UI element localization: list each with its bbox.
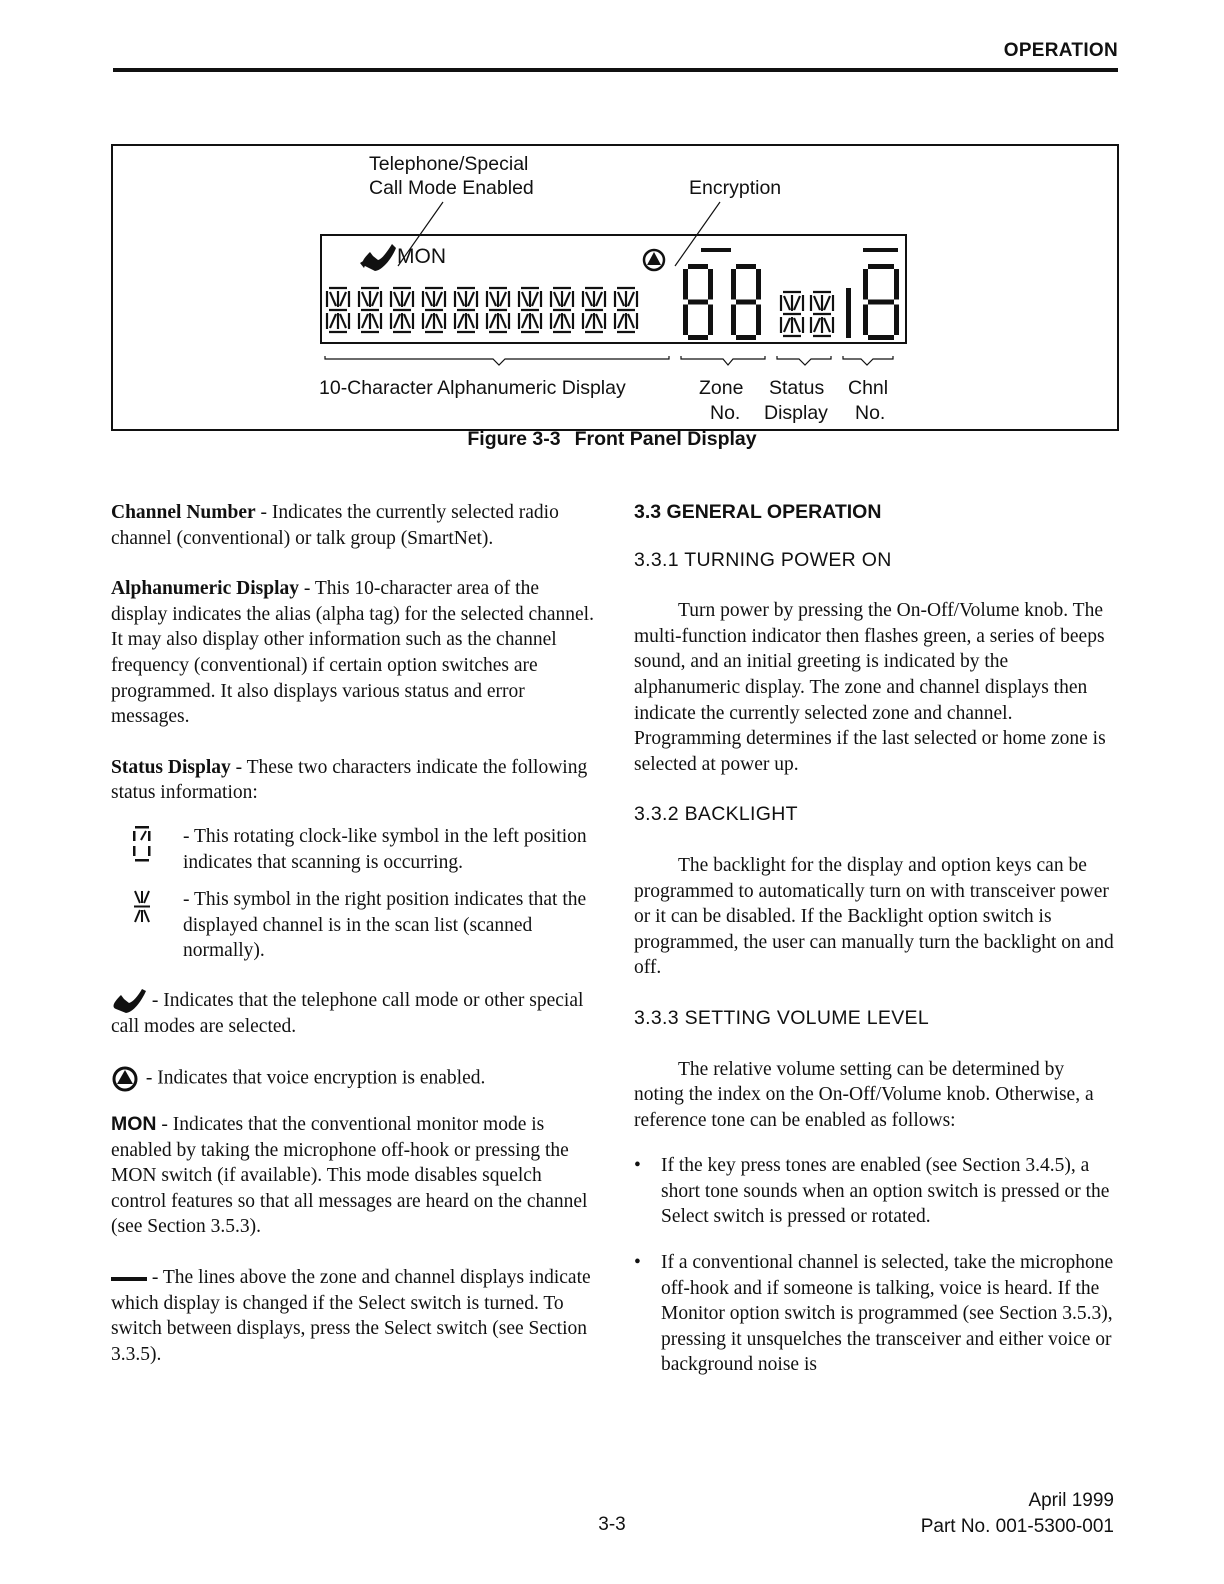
volume-level-heading: 3.3.3 SETTING VOLUME LEVEL: [634, 1006, 929, 1029]
status-display-text: - These two characters indicate the following status information:: [111, 756, 588, 804]
encryption-paragraph: [111, 1064, 595, 1094]
zone-label-line1: Zone: [699, 377, 744, 399]
zone-bracket: [681, 356, 765, 365]
encryption-callout-label: Encryption: [689, 177, 782, 199]
encryption-text: - Indicates that voice encryption is enabled.: [141, 1067, 486, 1089]
status-label-line2: Display: [764, 402, 828, 424]
page-number: 3-3: [598, 1514, 626, 1535]
alphanumeric-cell: [811, 292, 833, 336]
section-header-title: OPERATION: [1003, 40, 1118, 61]
scan-list-icon: [131, 889, 153, 925]
header-rule: [113, 68, 1118, 72]
alphanumeric-cell: [423, 288, 445, 332]
channel-number-term: Channel Number: [111, 502, 256, 523]
turning-power-on-heading: 3.3.1 TURNING POWER ON: [634, 548, 892, 571]
telephone-text: - Indicates that the telephone call mode or other special call modes are selected.: [111, 989, 584, 1037]
status-display-term: Status Display: [111, 756, 231, 778]
mon-text: - Indicates that the conventional monitor mode is enabled by taking the microphone off-hook or pressing the MON switch (if available). This mode disables squelch control features so that all messages are heard on the channel (see Section 3.5.3).: [111, 1114, 588, 1238]
footer-meta: [921, 1488, 1114, 1540]
seven-segment-digit: [683, 264, 713, 340]
figure-caption: [0, 428, 1224, 451]
backlight-paragraph: The backlight for the display and option keys can be programmed to automatically turn on with transceiver power or it can be disabled. If the Backlight option switch is programmed, the user can manually turn the backlight on and off.: [634, 854, 1114, 979]
alphanumeric-display-label: 10-Character Alphanumeric Display: [319, 377, 626, 399]
footer-date: April 1999: [1028, 1490, 1114, 1511]
bullet-marker: •: [634, 1155, 641, 1177]
channel-label-line1: Chnl: [848, 377, 889, 399]
alphanumeric-cell: [615, 288, 637, 332]
scan-clock-icon: [131, 826, 157, 862]
channel-tens-digit: [846, 288, 851, 338]
alphanumeric-cell: [327, 288, 349, 332]
select-bar-icon: [111, 1274, 147, 1284]
alphanumeric-display-text: - This 10-character area of the display indicates the alias (alpha tag) for the selected channel. It may also display other information such as the channel frequency (conventional) if certain option switches are programmed. It also displays various status and error messages.: [111, 578, 594, 728]
status-bracket: [777, 356, 831, 365]
bullet-marker: •: [634, 1252, 641, 1274]
scan-symbol-item: [111, 824, 595, 875]
volume-paragraph: The relative volume setting can be determined by noting the index on the On-Off/Volume knob. Otherwise, a reference tone can be enabled as follows:: [634, 1058, 1094, 1131]
general-operation-heading: 3.3 GENERAL OPERATION: [634, 501, 882, 523]
channel-label-line2: No.: [855, 402, 886, 424]
telephone-paragraph: [111, 988, 595, 1039]
alphanumeric-cell: [551, 288, 573, 332]
alphanumeric-cell: [583, 288, 605, 332]
telephone-icon: [111, 989, 147, 1013]
alphanumeric-cell: [781, 292, 803, 336]
bullet-text: If a conventional channel is selected, take the microphone off-hook and if someone is talking, voice is heard. If the Monitor option switch is programmed (see Section 3.5.3), pressing it unsquelches the transceiver and either voice or background noise is: [661, 1252, 1114, 1376]
power-on-paragraph: Turn power by pressing the On-Off/Volume knob. The multi-function indicator then flashes green, a series of beeps sound, and an initial greeting is indicated by the alphanumeric display. The zone and channel displays then indicate the currently selected zone and channel. Programming determines if the last selected or home zone is selected at power up.: [634, 600, 1106, 775]
bullet-item: [634, 1250, 1116, 1378]
encryption-icon: [644, 250, 664, 270]
alphanumeric-display-paragraph: [111, 576, 595, 730]
channel-number-paragraph: [111, 500, 595, 551]
alphanumeric-cell: [391, 288, 413, 332]
telephone-callout-label-line1: Telephone/Special: [369, 153, 529, 175]
bullet-text: If the key press tones are enabled (see Section 3.4.5), a short tone sounds when an option switch is pressed or the Select switch is pressed or rotated.: [661, 1155, 1110, 1228]
seven-segment-digit: [863, 264, 899, 340]
scan-list-symbol-item: [111, 887, 595, 964]
mon-paragraph: [111, 1112, 595, 1240]
select-lines-text: - The lines above the zone and channel displays indicate which display is changed if the Select switch is turned. To switch between displays, press the Select switch (see Section 3.3.5).: [111, 1267, 591, 1365]
mon-indicator-text: MON: [397, 245, 446, 268]
alphanumeric-cell: [455, 288, 477, 332]
status-label-line1: Status: [769, 377, 825, 399]
right-column: [634, 500, 1116, 1398]
alphanumeric-bracket: [325, 356, 669, 365]
scan-list-symbol-text: - This symbol in the right position indicates that the displayed channel is in the scan list (scanned normally).: [183, 889, 587, 962]
select-lines-paragraph: [111, 1265, 595, 1367]
alphanumeric-display-term: Alphanumeric Display: [111, 578, 299, 600]
backlight-heading: 3.3.2 BACKLIGHT: [634, 803, 798, 826]
alphanumeric-cell: [519, 288, 541, 332]
alphanumeric-cell: [359, 288, 381, 332]
front-panel-figure: [111, 144, 1119, 431]
seven-segment-digit: [731, 264, 761, 340]
zone-select-bar: [701, 248, 731, 252]
left-column: [111, 500, 595, 1392]
mon-term: MON: [111, 1113, 157, 1136]
telephone-callout-label-line2: Call Mode Enabled: [369, 177, 534, 199]
channel-bracket: [843, 356, 893, 365]
encryption-icon: [111, 1064, 141, 1094]
figure-caption-title: Front Panel Display: [574, 428, 757, 450]
zone-label-line2: No.: [710, 402, 741, 424]
channel-number-text: - Indicates the currently selected radio channel (conventional) or talk group (SmartNet).: [111, 502, 559, 549]
channel-select-bar: [863, 248, 898, 252]
footer-part-number: Part No. 001-5300-001: [920, 1516, 1114, 1537]
alphanumeric-cell: [487, 288, 509, 332]
bullet-item: [634, 1153, 1116, 1230]
status-display-paragraph: [111, 755, 595, 806]
scan-symbol-text: - This rotating clock-like symbol in the left position indicates that scanning is occurring.: [183, 825, 587, 873]
figure-caption-number: Figure 3-3: [467, 428, 561, 450]
telephone-icon: [360, 244, 396, 271]
